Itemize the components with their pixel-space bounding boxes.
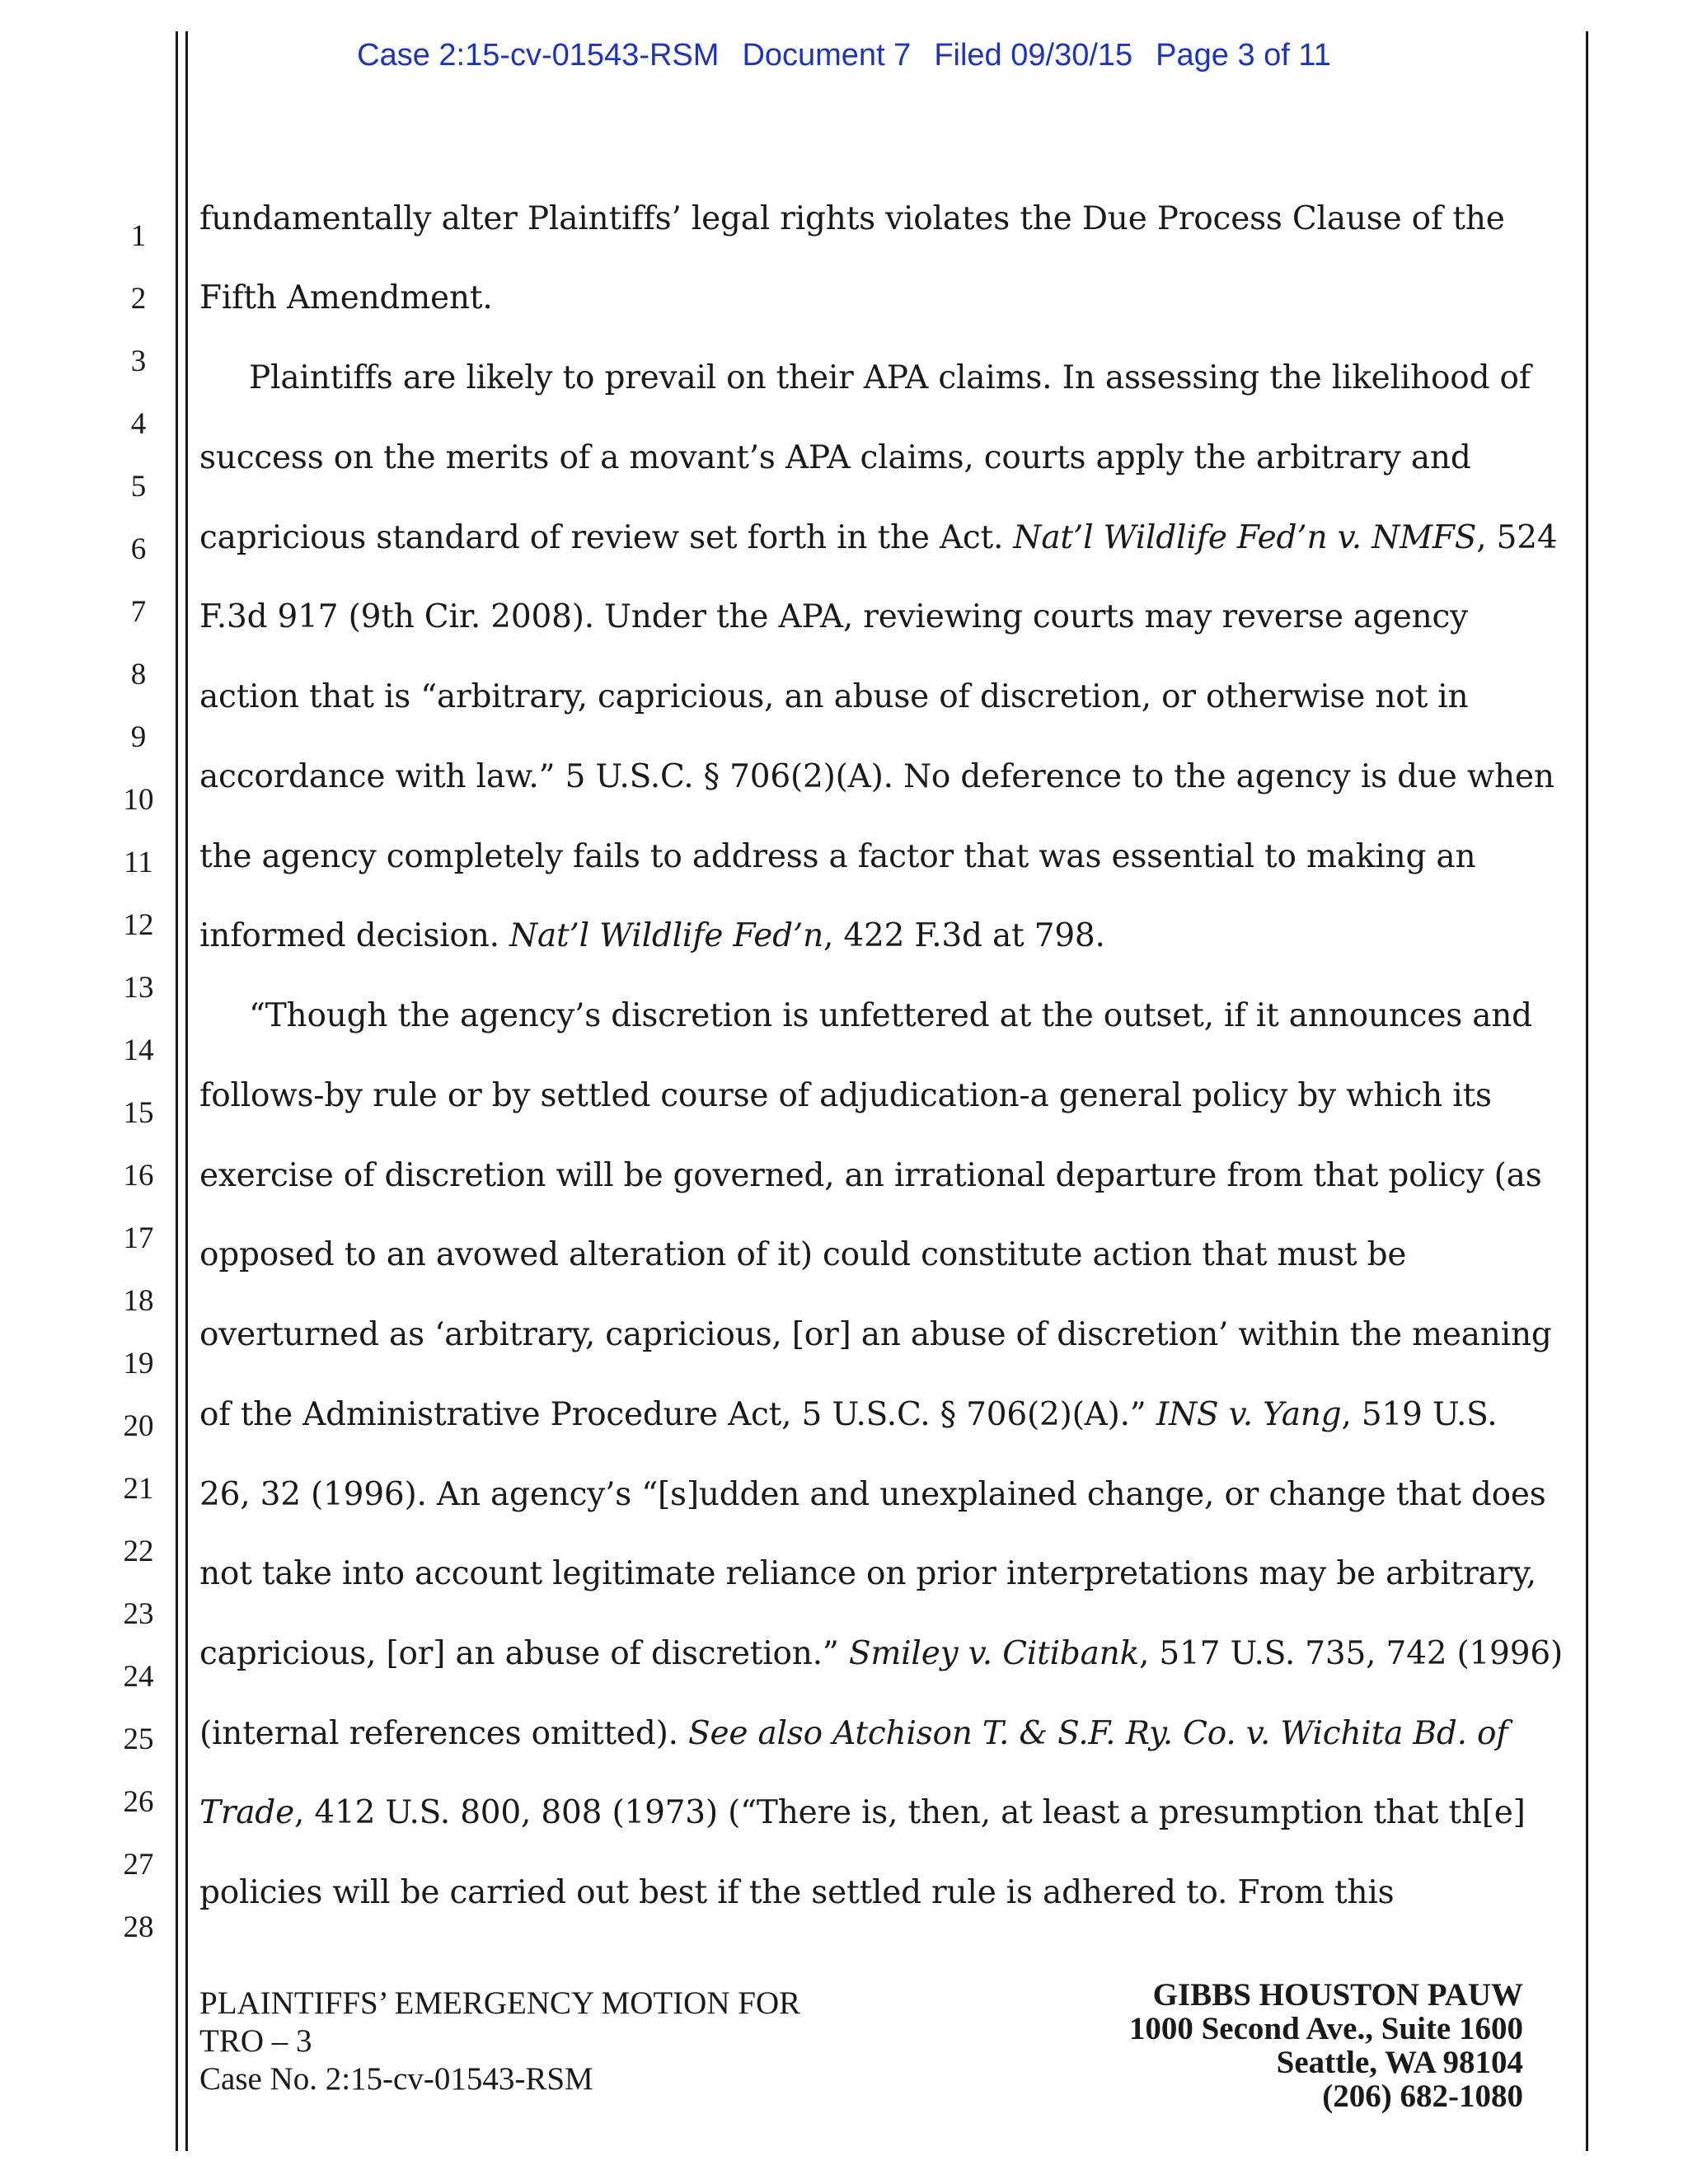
line-number: 27 <box>123 1848 154 1882</box>
case-citation: See also Atchison T. & S.F. Ry. Co. v. Wichita Bd. of <box>688 1715 1508 1752</box>
firm-phone: (206) 682-1080 <box>1322 2079 1523 2114</box>
text-run: , 517 U.S. 735, 742 (1996) <box>1139 1635 1564 1672</box>
line-number: 26 <box>123 1785 154 1819</box>
text-line: F.3d 917 (9th Cir. 2008). Under the APA, reviewing courts may reverse agency <box>199 598 1468 635</box>
line-number: 11 <box>124 846 153 879</box>
left-margin-rule-inner <box>185 31 188 2151</box>
text-run: informed decision. <box>199 917 510 954</box>
line-number: 1 <box>130 219 147 253</box>
line-number: 23 <box>123 1597 154 1631</box>
firm-city: Seattle, WA 98104 <box>1276 2045 1523 2080</box>
text-line: opposed to an avowed alteration of it) could constitute action that must be <box>199 1236 1407 1273</box>
case-citation: INS v. Yang <box>1156 1396 1342 1433</box>
text-run: , 412 U.S. 800, 808 (1973) (“There is, then, at least a presumption that th[e] <box>293 1794 1526 1831</box>
text-line: accordance with law.” 5 U.S.C. § 706(2)(A). No deference to the agency is due when <box>199 758 1554 795</box>
line-number: 3 <box>130 344 147 378</box>
line-number: 20 <box>123 1409 154 1443</box>
text-line: follows-by rule or by settled course of adjudication-a general policy by which its <box>199 1077 1492 1114</box>
footer-title-line: PLAINTIFFS’ EMERGENCY MOTION FOR <box>199 1985 801 2021</box>
line-number: 14 <box>123 1033 154 1067</box>
document-number: Document 7 <box>742 38 912 73</box>
line-number: 24 <box>123 1660 154 1694</box>
line-number: 21 <box>123 1472 154 1506</box>
line-number: 16 <box>123 1159 154 1193</box>
text-run: (internal references omitted). <box>199 1715 688 1752</box>
text-run: , 519 U.S. <box>1341 1396 1498 1433</box>
footer-title-line: TRO – 3 <box>199 2023 312 2059</box>
firm-address: 1000 Second Ave., Suite 1600 <box>1128 2011 1523 2046</box>
line-number: 4 <box>130 407 147 441</box>
filed-date: Filed 09/30/15 <box>934 38 1133 73</box>
text-line: 26, 32 (1996). An agency’s “[s]udden and unexplained change, or change that does <box>199 1476 1546 1513</box>
left-margin-rule <box>176 31 178 2151</box>
text-line: success on the merits of a movant’s APA claims, courts apply the arbitrary and <box>199 439 1471 476</box>
line-number: 28 <box>123 1910 154 1944</box>
text-line <box>199 917 1105 954</box>
text-line: exercise of discretion will be governed, an irrational departure from that policy (as <box>199 1157 1542 1194</box>
case-citation: Nat’l Wildlife Fed’n <box>509 917 823 954</box>
text-line: Plaintiffs are likely to prevail on their APA claims. In assessing the likelihood of <box>249 359 1531 396</box>
text-run: , 524 <box>1476 519 1558 556</box>
line-number: 7 <box>130 595 147 629</box>
firm-name: GIBBS HOUSTON PAUW <box>1152 1977 1523 2013</box>
text-line <box>199 519 1557 556</box>
page-indicator: Page 3 of 11 <box>1156 38 1331 73</box>
case-citation: Nat’l Wildlife Fed’n v. NMFS <box>1013 519 1477 556</box>
text-line: policies will be carried out best if the settled rule is adhered to. From this <box>199 1874 1395 1911</box>
line-number: 5 <box>130 470 147 504</box>
line-number: 19 <box>123 1347 154 1380</box>
text-run: of the Administrative Procedure Act, 5 U.S.C. § 706(2)(A).” <box>199 1396 1156 1433</box>
text-line: overturned as ‘arbitrary, capricious, [or] an abuse of discretion’ within the meaning <box>199 1316 1552 1353</box>
text-line: fundamentally alter Plaintiffs’ legal rights violates the Due Process Clause of the <box>199 200 1505 237</box>
line-number: 8 <box>130 658 147 691</box>
line-number: 12 <box>123 908 154 942</box>
text-line: the agency completely fails to address a factor that was essential to making an <box>199 838 1476 875</box>
text-run: , 422 F.3d at 798. <box>823 917 1105 954</box>
text-line: “Though the agency’s discretion is unfettered at the outset, if it announces and <box>249 997 1532 1034</box>
footer-firm-block <box>1129 1978 1523 2113</box>
line-number: 22 <box>123 1535 154 1568</box>
line-number: 18 <box>123 1284 154 1318</box>
text-line: Fifth Amendment. <box>199 279 493 316</box>
ecf-header <box>0 38 1688 73</box>
line-number: 13 <box>123 971 154 1005</box>
line-number: 6 <box>130 532 147 566</box>
case-citation: Trade <box>199 1794 294 1831</box>
footer-case-number: Case No. 2:15-cv-01543-RSM <box>199 2061 593 2097</box>
case-citation: Smiley v. Citibank <box>848 1635 1140 1672</box>
line-number: 10 <box>123 783 154 817</box>
text-run: capricious standard of review set forth in the Act. <box>199 519 1014 556</box>
text-run: capricious, [or] an abuse of discretion.” <box>199 1635 849 1672</box>
line-number: 9 <box>130 720 147 754</box>
line-number: 17 <box>123 1221 154 1255</box>
text-line <box>199 1794 1526 1831</box>
text-line <box>199 1715 1508 1752</box>
line-number: 2 <box>130 282 147 316</box>
text-line: action that is “arbitrary, capricious, an abuse of discretion, or otherwise not in <box>199 678 1469 715</box>
right-margin-rule <box>1586 31 1588 2151</box>
line-number: 25 <box>123 1722 154 1756</box>
footer-document-title <box>199 1985 800 2098</box>
line-number: 15 <box>123 1096 154 1130</box>
text-line <box>199 1396 1497 1433</box>
text-line <box>199 1635 1563 1672</box>
case-number: Case 2:15-cv-01543-RSM <box>357 38 720 73</box>
text-line: not take into account legitimate reliance on prior interpretations may be arbitrary, <box>199 1555 1536 1592</box>
